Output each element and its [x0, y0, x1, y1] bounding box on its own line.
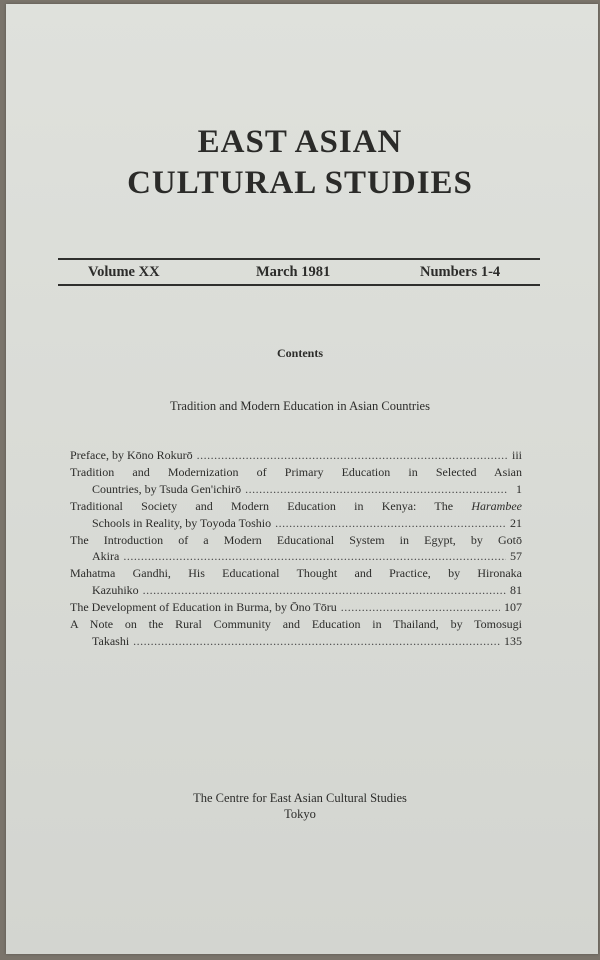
issue-date: March 1981 [256, 264, 331, 280]
issue-theme: Tradition and Modern Education in Asian Countries [170, 399, 430, 413]
toc-entry-author: Takashi [92, 633, 130, 648]
journal-title-line1: EAST ASIAN [197, 124, 403, 160]
publisher-name: The Centre for East Asian Cultural Studies [193, 791, 407, 805]
masthead-bottom-rule [58, 284, 540, 286]
toc-entry [70, 447, 522, 464]
issue-numbers: Numbers 1-4 [420, 264, 501, 280]
toc-entry [70, 532, 522, 566]
toc-page-number: 21 [510, 515, 522, 530]
publisher-city: Tokyo [284, 807, 316, 821]
toc-entry [70, 464, 522, 498]
toc-entry-author: Schools in Reality, by Toyoda Toshio [92, 515, 272, 530]
journal-title-line2: CULTURAL STUDIES [127, 165, 473, 201]
toc-leader-dots [245, 481, 508, 498]
toc-entry-title: The Development of Education in Burma, by Ōno Tōru [70, 600, 337, 615]
toc-page-number: 1 [516, 481, 522, 496]
toc-leader-dots [197, 447, 508, 464]
toc-entry-title: Mahatma Gandhi, His Educational Thought and Practice, by Hironaka [70, 566, 522, 581]
toc-leader-dots [143, 582, 506, 599]
toc-leader-dots [133, 633, 500, 650]
toc-leader-dots [341, 599, 500, 616]
toc-entry [70, 616, 522, 650]
toc-page-number: 81 [510, 583, 522, 598]
contents-heading: Contents [276, 346, 323, 360]
toc-entry [70, 498, 522, 532]
toc-page-number: 135 [504, 633, 522, 648]
toc-italic-term: Harambee [471, 498, 522, 513]
toc-entry-title: Tradition and Modernization of Primary Education in Selected Asian [70, 464, 522, 479]
toc-page-number: 57 [510, 549, 522, 564]
toc-leader-dots [275, 515, 506, 532]
masthead-top-rule [58, 258, 540, 260]
toc-entry-title: The Introduction of a Modern Educational System in Egypt, by Gotō [70, 532, 522, 547]
toc-leader-dots [123, 548, 506, 565]
table-of-contents [70, 447, 522, 650]
toc-entry [70, 599, 522, 616]
toc-entry-title: Preface, by Kōno Rokurō [70, 448, 193, 462]
volume-label: Volume XX [88, 264, 160, 280]
toc-entry-author: Kazuhiko [92, 583, 139, 598]
toc-entry-title: A Note on the Rural Community and Education in Thailand, by Tomosugi [70, 617, 522, 632]
toc-entry-title: Traditional Society and Modern Education in Kenya: The Harambee [70, 498, 522, 513]
toc-entry-author: Countries, by Tsuda Gen'ichirō [92, 481, 242, 496]
toc-page-number: iii [511, 448, 522, 462]
toc-entry [70, 565, 522, 599]
toc-page-number: 107 [504, 600, 522, 615]
toc-entry-author: Akira [92, 549, 120, 564]
